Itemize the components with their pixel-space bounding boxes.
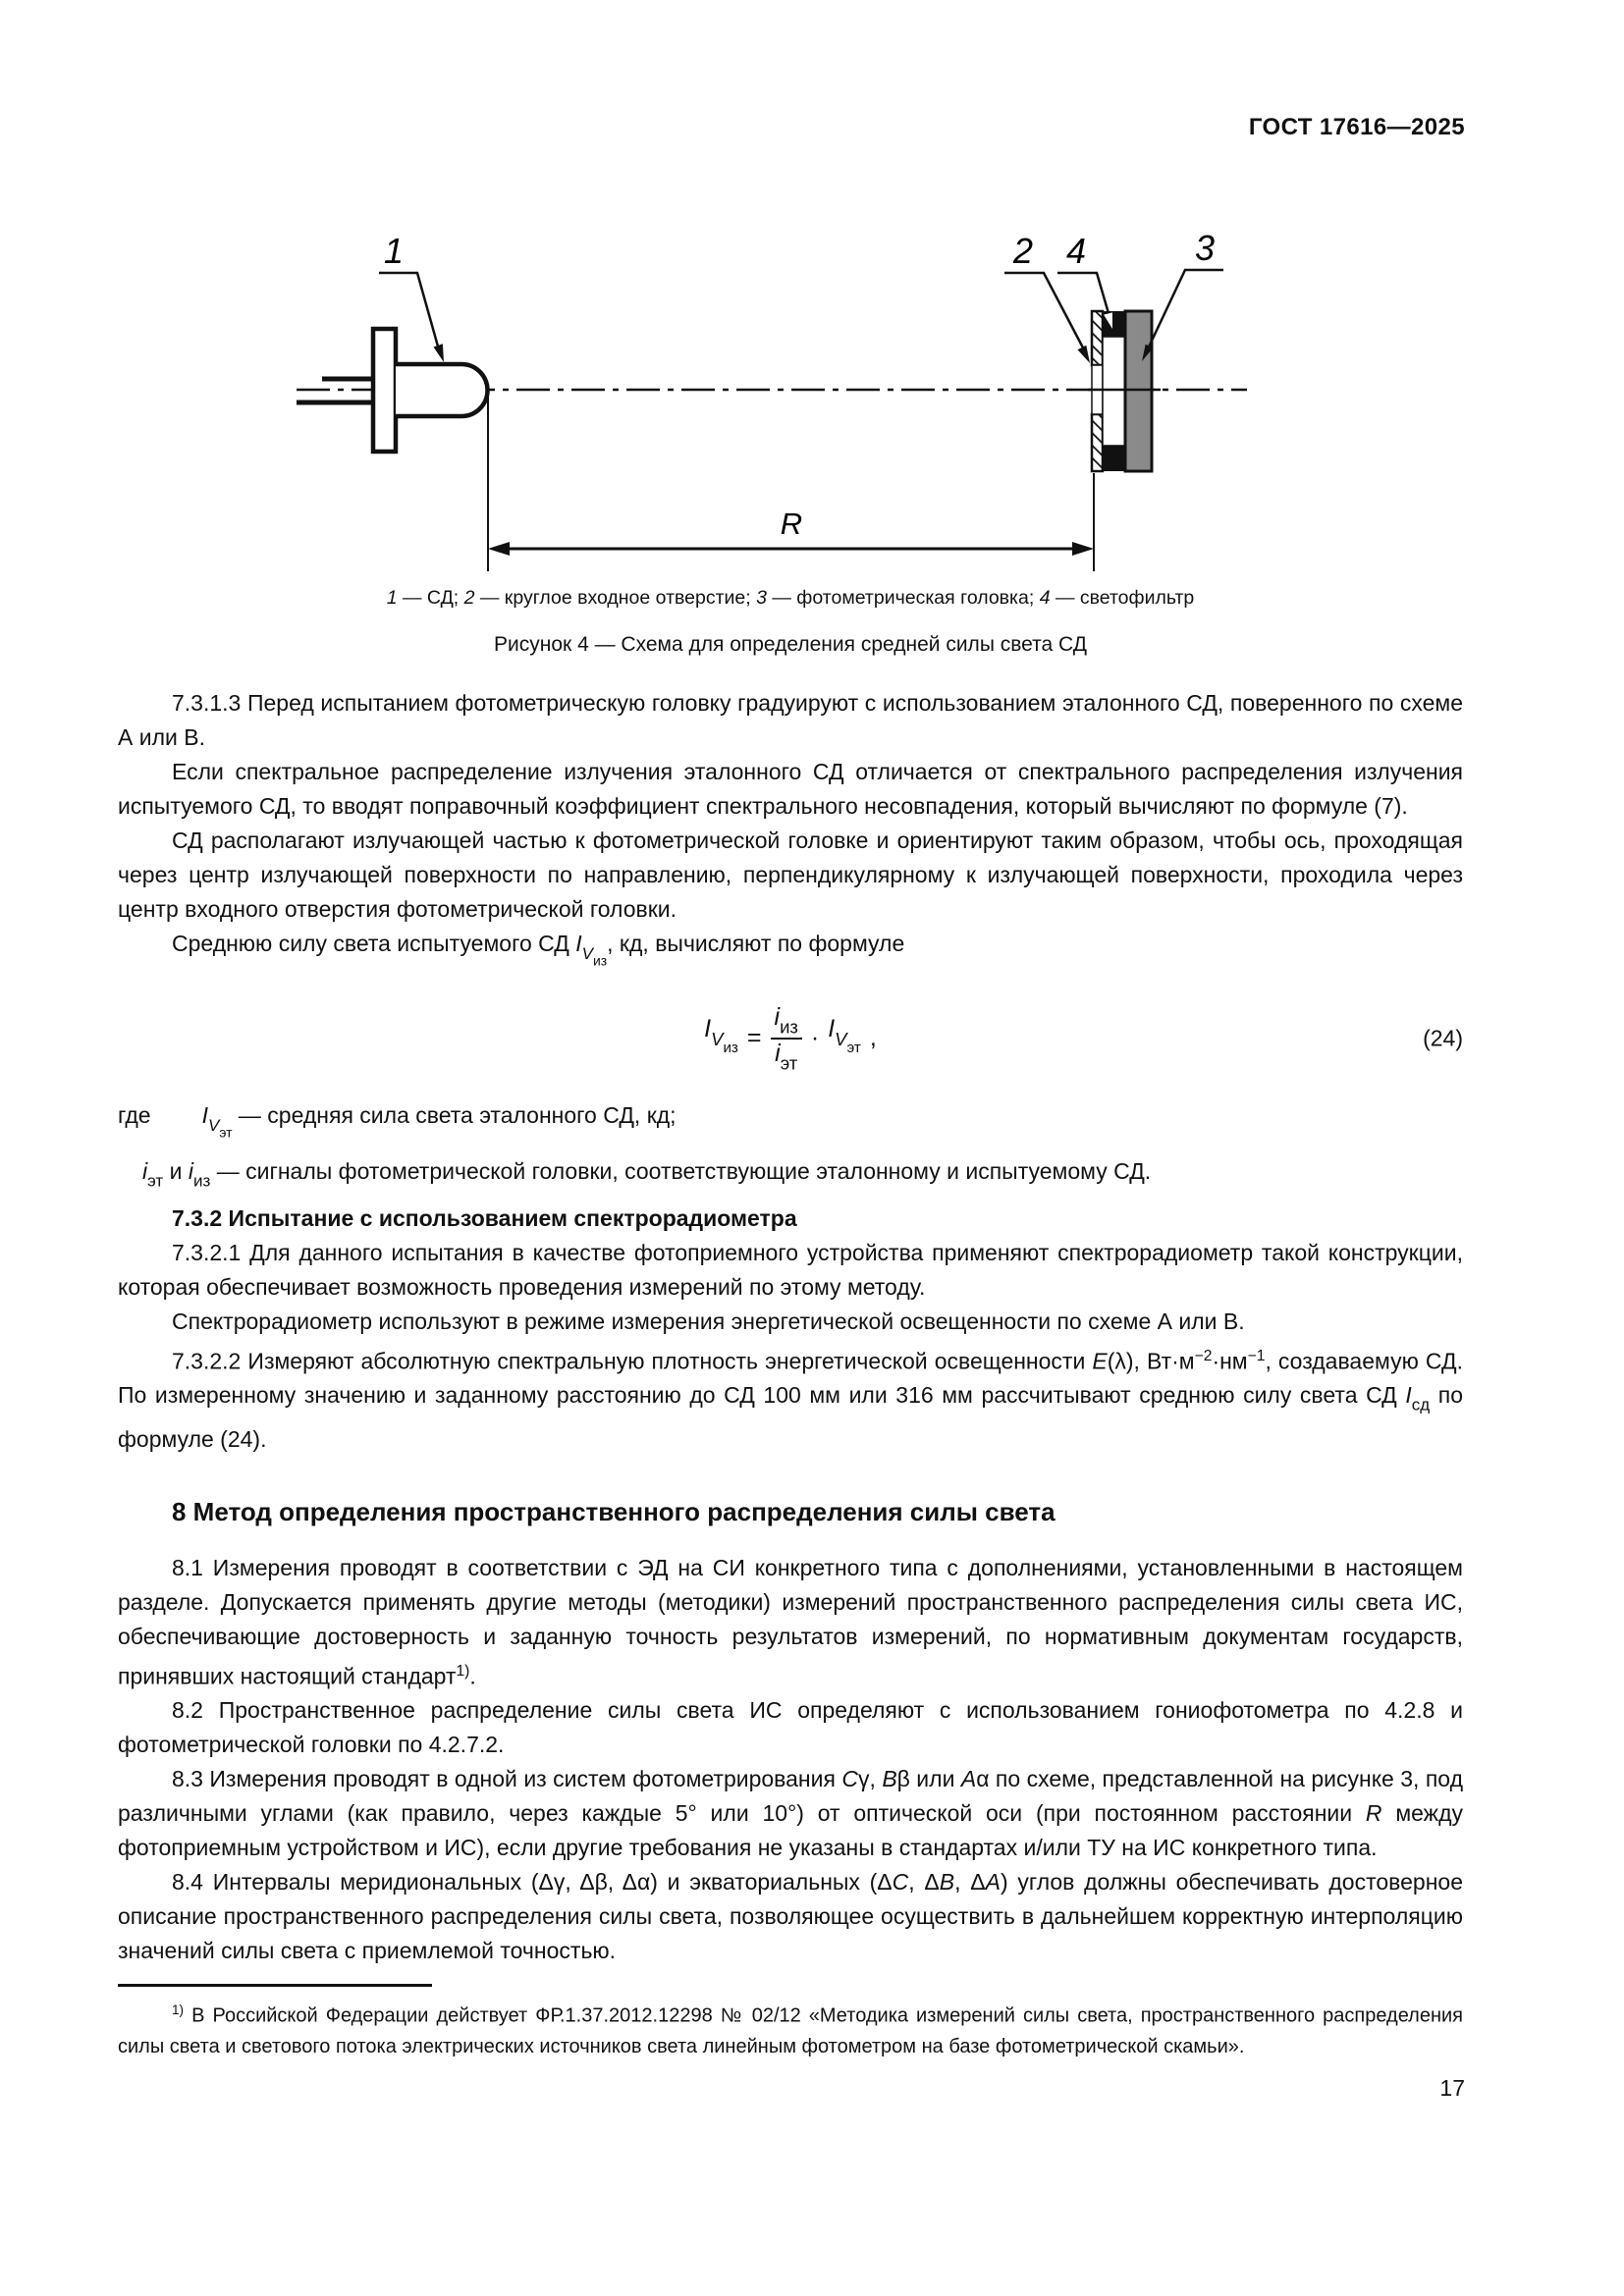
exponent-minus2: −2 [1194, 1347, 1213, 1364]
page-number: 17 [1439, 2075, 1465, 2101]
diagram-label-1: 1 [383, 231, 405, 271]
body-text [118, 686, 1463, 1968]
formula-24 [118, 991, 1463, 1086]
paragraph-7321: 7.3.2.1 Для данного испытания в качестве фотоприемного устройства применяют спектрорадиометр такой конструкции, которая обеспечивает возможность проведения измерений по этому методу. [118, 1239, 1463, 1300]
leader-3 [1142, 228, 1223, 361]
symbol-E: E [1092, 1348, 1108, 1374]
symbol-R: R [1365, 1800, 1382, 1827]
symbol-definitions [118, 1095, 1463, 1201]
head-cavity [1103, 337, 1125, 446]
caption-item-1-num: 1 [386, 587, 398, 609]
figure-title: Рисунок 4 — Схема для определения средней силы света СД [494, 633, 1087, 656]
figure-4-diagram [118, 147, 1463, 579]
caption-item-3-text: — фотометрическая головка; [766, 587, 1040, 609]
diagram-label-4: 4 [1065, 231, 1087, 271]
photometric-head-assembly [1088, 311, 1161, 471]
led-flange [373, 329, 396, 452]
gde-word: где [118, 1101, 151, 1128]
caption-item-4-text: — светофильтр [1050, 587, 1195, 609]
paragraph-81: 8.1 Измерения проводят в соответствии с ЭД на СИ конкретного типа с дополнениями, установленными в настоящем разделе. Допускается применять другие методы (методики) измерений пространственного распределения силы света ИС, обеспечивающие достоверность и заданную точность результатов измерений, по нормативным документам государств, принявших настоящий стандарт$^{1)}$. [118, 1554, 1463, 1689]
arrowhead-1 [434, 344, 445, 362]
figure-caption [118, 587, 1463, 610]
diagram-label-3: 3 [1194, 228, 1216, 268]
symbol-IViz: $I_{V_{из}}$ [575, 931, 608, 968]
photometric-head-body [1125, 311, 1152, 471]
paragraph-82: 8.2 Пространственное распределение силы света ИС определяют с использованием гониофотометра по 4.2.8 и фотометрической головки по 4.2.7.2. [118, 1697, 1463, 1758]
paragraph-7322: 7.3.2.2 Измеряют абсолютную спектральную плотность энергетической освещенности E(λ), $Вт\cdot м^{-2}\cdot нм^{-1}$, создаваемую СД. По измеренному значению и заданному расстоянию до СД 100 мм или 316 мм рассчитывают среднюю силу света СД $I_{сд}$ по формуле (24). [118, 1347, 1464, 1452]
paragraph-spectroradiometer-mode: Спектрорадиометр используют в режиме измерения энергетической освещенности по схеме А или В. [172, 1308, 1245, 1334]
light-filter-bottom [1103, 446, 1125, 471]
paragraph-7313: 7.3.1.3 Перед испытанием фотометрическую головку градуируют с использованием эталонного СД, поверенного по схеме А или В. [118, 690, 1463, 750]
formula-intro-pre: Среднюю силу света испытуемого СД [172, 931, 576, 956]
caption-item-2-text: — круглое входное отверстие; [474, 587, 757, 609]
footnote [118, 1995, 1463, 2062]
footnote-text: В Российской Федерации действует ФР.1.37.2012.12298 № 02/12 «Методика измерений силы света, пространственного распределения силы света и светового потока электрических источников света линейным фотометром на базе фотометрической скамьи». [118, 2005, 1463, 2058]
formula-intro-post: , кд, вычисляют по формуле [607, 931, 905, 956]
paragraph-led-orientation: СД располагают излучающей частью к фотометрической головке и ориентируют таким образом, чтобы ось, проходящая через центр излучающей поверхности по направлению, перпендикулярному к излучающей поверхности, проходила через центр входного отверстия фотометрической головки. [118, 828, 1463, 922]
formula-number: (24) [1423, 1025, 1463, 1051]
symbol-A: A [960, 1766, 977, 1792]
footnote-marker: 1) [172, 2002, 185, 2018]
and-word: и [163, 1157, 189, 1184]
led-dome [396, 364, 488, 416]
symbol-Isd: $I_{сд}$ [1405, 1382, 1431, 1415]
dimension-label-R: R [780, 507, 803, 541]
fraction-numerator: $i_{из}$ [771, 1003, 802, 1040]
fraction-denominator: $i_{эт}$ [775, 1039, 798, 1074]
caption-item-3-num: 3 [756, 587, 767, 609]
heading-732: 7.3.2 Испытание с использованием спектрорадиометра [172, 1204, 797, 1231]
symbol-B: B [882, 1766, 897, 1792]
multiplication-dot: · [810, 1024, 820, 1052]
definition-IVet-text: — средняя сила света эталонного СД, кд; [232, 1101, 677, 1128]
arrowhead-2 [1078, 346, 1091, 363]
paragraph-spectral-mismatch: Если спектральное распределение излучения эталонного СД отличается от спектрального распределения излучения испытуемого СД, то вводят поправочный коэффициент спектрального несовпадения, который вычисляют по формуле (7). [118, 759, 1463, 819]
exponent-minus1: −1 [1247, 1347, 1266, 1364]
footnote-marker: 1) [456, 1662, 470, 1680]
dimension-R [488, 396, 1094, 571]
caption-item-1-text: — СД; [397, 587, 464, 609]
symbol-A: A [985, 1869, 1001, 1896]
symbol-C: C [841, 1766, 858, 1792]
section-8-heading: 8 Метод определения пространственного распределения силы света [172, 1496, 1056, 1526]
page-content [118, 147, 1463, 2062]
equals-sign: = [746, 1024, 762, 1052]
diagram-label-2: 2 [1012, 231, 1034, 271]
symbol-C: C [892, 1869, 909, 1896]
definition-signals-text: — сигналы фотометрической головки, соответствующие эталонному и испытуемому СД. [210, 1157, 1152, 1184]
paragraph-83: 8.3 Измерения проводят в одной из систем фотометрирования Cγ, Bβ или Aα по схеме, представленной на рисунке 3, под различными углами (как правило, через каждые 5° или 10°) от оптической оси (при постоянном расстоянии R между фотоприемным устройством и ИС), если другие требования не указаны в стандартах и/или ТУ на ИС конкретного типа. [118, 1766, 1464, 1861]
symbol-IVet: $I_{V_{эт}}$ [828, 1015, 861, 1056]
caption-item-2-num: 2 [463, 587, 475, 609]
formula-comma: , [869, 1024, 877, 1052]
symbol-B: B [939, 1869, 955, 1896]
paragraph-formula-intro [118, 927, 1463, 978]
symbol-IViz: $I_{V_{из}}$ [704, 1015, 738, 1056]
dimension-arrow-left [488, 542, 510, 556]
symbol-IVet: $I_{V_{эт}}$ [201, 1101, 233, 1140]
fraction [771, 1003, 802, 1073]
dimension-arrow-right [1072, 542, 1094, 556]
definition-IVet [118, 1095, 1463, 1151]
formula-24-expression [704, 1003, 877, 1073]
symbol-iiz: $i_{из}$ [188, 1157, 211, 1191]
footnote-rule [118, 1984, 432, 1987]
page-header-standard-number: ГОСТ 17616—2025 [1248, 114, 1465, 140]
caption-item-4-num: 4 [1039, 587, 1051, 609]
aperture-plate-top [1092, 311, 1103, 365]
aperture-plate-bottom [1092, 414, 1103, 471]
definition-signals [118, 1151, 1463, 1201]
paragraph-84: 8.4 Интервалы меридиональных (Δγ, Δβ, Δα) и экваториальных (ΔC, ΔB, ΔA) углов должны обеспечивать достоверное описание пространственного распределения силы света, позволяющее осуществить в дальнейшем корректную интерполяцию значений силы света с приемлемой точностью. [118, 1869, 1463, 1964]
symbol-iet: $i_{эт}$ [142, 1157, 164, 1191]
